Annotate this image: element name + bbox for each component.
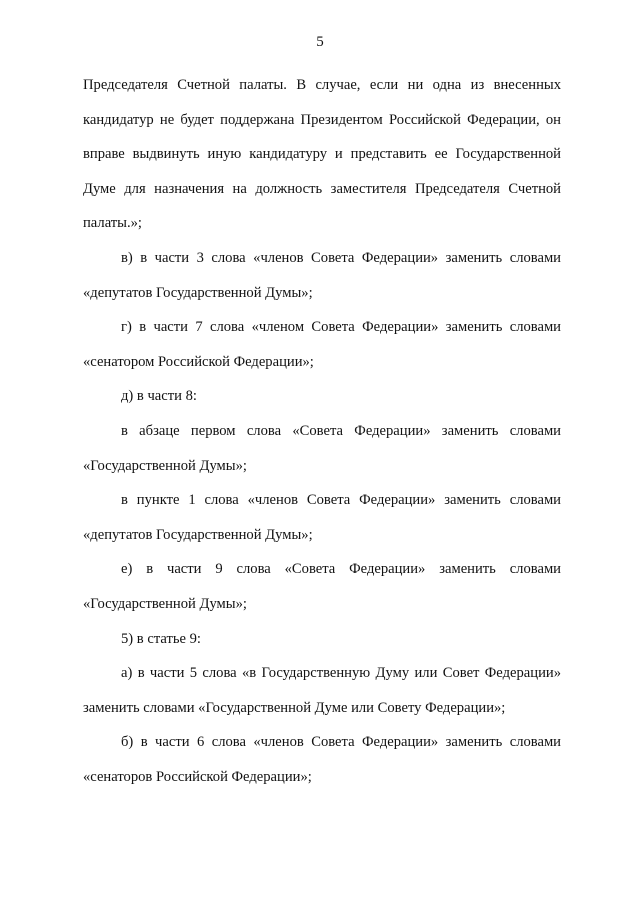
paragraph-2: в) в части 3 слова «членов Совета Федерации» заменить словами «депутатов Государственной Думы»; — [83, 249, 561, 301]
paragraph-3: г) в части 7 слова «членом Совета Федерации» заменить словами «сенатором Российской Федерации»; — [83, 319, 561, 370]
paragraph-4: д) в части 8: — [121, 388, 197, 405]
paragraph-10: б) в части 6 слова «членов Совета Федерации» заменить словами «сенаторов Российской Федерации»; — [83, 734, 561, 785]
document-body — [83, 68, 561, 794]
page-number: 5 — [316, 34, 324, 50]
paragraph-5: в абзаце первом слова «Совета Федерации» заменить словами «Государственной Думы»; — [83, 422, 561, 474]
paragraph-8: 5) в статье 9: — [121, 630, 201, 647]
paragraph-9: а) в части 5 слова «в Государственную Думу или Совет Федерации» заменить словами «Государственной Думе или Совету Федерации»; — [83, 665, 561, 716]
paragraph-7: е) в части 9 слова «Совета Федерации» заменить словами «Государственной Думы»; — [83, 561, 561, 612]
paragraph-6: в пункте 1 слова «членов Совета Федерации» заменить словами «депутатов Государственной Думы»; — [83, 492, 561, 543]
paragraph-1: Председателя Счетной палаты. В случае, если ни одна из внесенных кандидатур не будет поддержана Президентом Российской Федерации, он вправе выдвинуть иную кандидатуру и представить ее Государственной Думе для назначения на должность заместителя Председателя Счетной палаты.»; — [83, 77, 561, 232]
